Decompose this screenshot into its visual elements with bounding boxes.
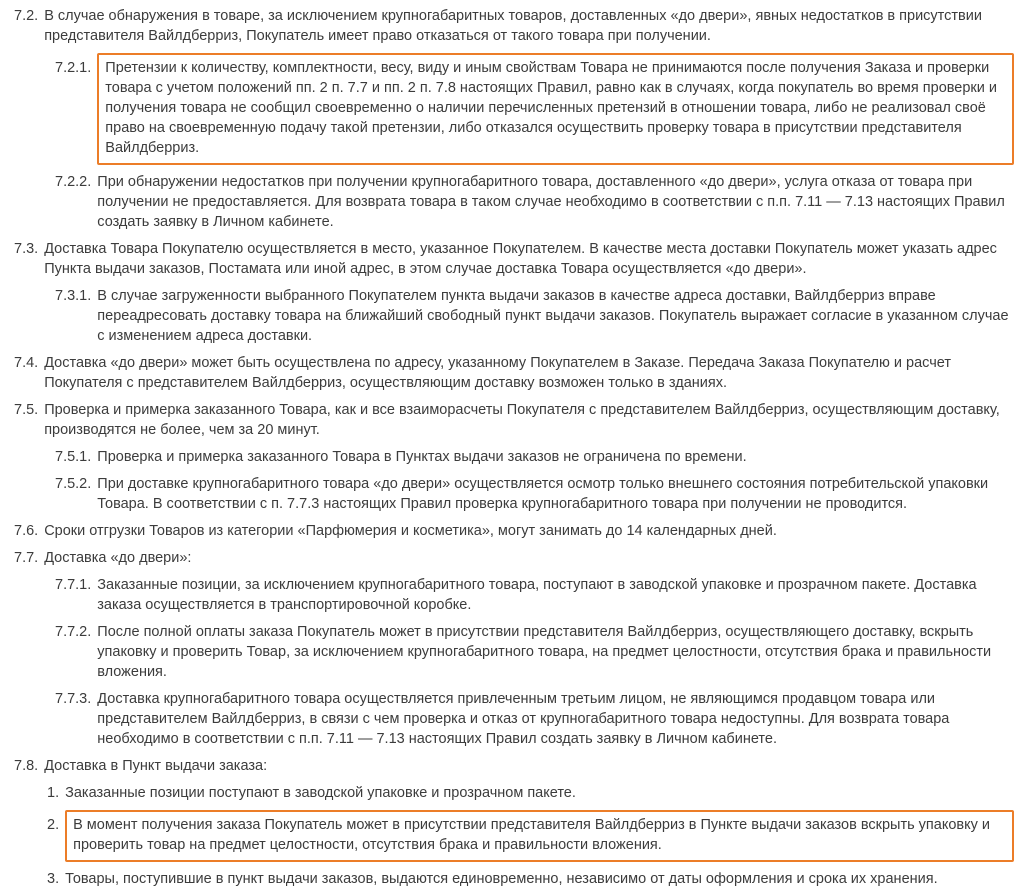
- clause-text: Проверка и примерка заказанного Товара в Пунктах выдачи заказов не ограничена по времени.: [97, 449, 747, 465]
- clause-7-3: [14, 239, 1014, 279]
- clause-number: 7.5.1.: [55, 449, 92, 465]
- clause-number: 7.7.1.: [55, 577, 92, 593]
- clause-text: При обнаружении недостатков при получении крупногабаритного товара, доставленного «до двери», услуга отказа от товара при получении не предоставляется. Для возврата товара в таком случае необходимо в соответствии с п.п. 7.11 — 7.13 настоящих Правил создать заявку в Личном кабинете.: [97, 174, 1005, 230]
- clause-text: Проверка и примерка заказанного Товара, как и все взаиморасчеты Покупателя с представителем Вайлдберриз, осуществляющим доставку, производятся не более, чем за 20 минут.: [44, 402, 1000, 438]
- clause-number: 7.2.: [14, 8, 39, 24]
- list-item-number: 2.: [47, 817, 60, 833]
- clause-number: 7.4.: [14, 355, 39, 371]
- clause-7-2-2: [55, 172, 1014, 232]
- clause-7-7-3: [55, 689, 1014, 749]
- clause-text: Доставка «до двери»:: [44, 550, 192, 566]
- clause-number: 7.2.1.: [55, 60, 92, 76]
- clause-7-4: [14, 353, 1014, 393]
- clause-text: При доставке крупногабаритного товара «до двери» осуществляется осмотр только внешнего состояния потребительской упаковки Товара. В соответствии с п. 7.7.3 настоящих Правил проверка крупногабаритного товара при получении не проводится.: [97, 476, 989, 512]
- clause-text: Сроки отгрузки Товаров из категории «Парфюмерия и косметика», могут занимать до 14 календарных дней.: [44, 523, 777, 539]
- clause-7-7-2: [55, 622, 1014, 682]
- clause-number: 7.3.: [14, 241, 39, 257]
- list-item-text: Заказанные позиции поступают в заводской упаковке и прозрачном пакете.: [65, 785, 576, 801]
- list-item-number: 1.: [47, 785, 60, 801]
- highlight-box-clause-text: Претензии к количеству, комплектности, весу, виду и иным свойствам Товара не принимаются после получения Заказа и проверки товара с учетом положений пп. 2 п. 7.7 и пп. 2 п. 7.8 настоящих Правил, равно как в случаях, когда покупатель во время проверки и получения товара не сообщил своевременно о наличии перечисленных претензий в отношении товара, либо не реализовал своё право на своевременную подачу такой претензии, либо отказался осуществить проверку товара в присутствии представителя Вайлдберриз.: [97, 53, 1014, 165]
- clause-number: 7.5.2.: [55, 476, 92, 492]
- clause-text: После полной оплаты заказа Покупатель может в присутствии представителя Вайлдберриз, осуществляющего доставку, вскрыть упаковку и проверить Товар, за исключением крупногабаритного товара, на предмет целостности, отсутствия брака и правильности вложения.: [97, 624, 992, 680]
- clause-number: 7.7.: [14, 550, 39, 566]
- clause-number: 7.7.2.: [55, 624, 92, 640]
- clause-number: 7.8.: [14, 758, 39, 774]
- clause-7-7: [14, 548, 1014, 568]
- highlight-box-list-item-text: В момент получения заказа Покупатель может в присутствии представителя Вайлдберриз в Пункте выдачи заказов вскрыть упаковку и проверить товар на предмет целостности, отсутствия брака и правильности вложения.: [65, 810, 1014, 862]
- clause-text: Доставка в Пункт выдачи заказа:: [44, 758, 268, 774]
- list-item-2: [47, 810, 1014, 862]
- clause-text: Заказанные позиции, за исключением крупногабаритного товара, поступают в заводской упаковке и прозрачном пакете. Доставка заказа осуществляется в транспортировочной коробке.: [97, 577, 977, 613]
- clause-number: 7.3.1.: [55, 288, 92, 304]
- list-item-1: [47, 783, 1014, 803]
- clause-7-2-1: [55, 53, 1014, 165]
- clause-number: 7.5.: [14, 402, 39, 418]
- clause-7-7-1: [55, 575, 1014, 615]
- clause-text: В случае загруженности выбранного Покупателем пункта выдачи заказов в качестве адреса доставки, Вайлдберриз вправе переадресовать доставку товара на ближайший свободный пункт выдачи заказов. Покупатель выражает согласие в указанном случае с изменением адреса доставки.: [97, 288, 1009, 344]
- clause-number: 7.2.2.: [55, 174, 92, 190]
- clause-number: 7.7.3.: [55, 691, 92, 707]
- clause-text: В случае обнаружения в товаре, за исключением крупногабаритных товаров, доставленных «до двери», явных недостатков в присутствии представителя Вайлдберриз, Покупатель имеет право отказаться от такого товара при получении.: [44, 8, 982, 44]
- clause-text: Доставка «до двери» может быть осуществлена по адресу, указанному Покупателем в Заказе. Передача Заказа Покупателю и расчет Покупателя с представителем Вайлдберриз, осуществляющим доставку возможен только в зданиях.: [44, 355, 952, 391]
- clause-7-5-1: [55, 447, 1014, 467]
- list-item-text: Товары, поступившие в пункт выдачи заказов, выдаются единовременно, независимо от даты оформления и срока их хранения.: [65, 871, 938, 887]
- list-item-3: [47, 869, 1014, 889]
- clause-text: Доставка крупногабаритного товара осуществляется привлеченным третьим лицом, не являющимся продавцом товара или представителем Вайлдберриз, в связи с чем проверка и отказ от крупногабаритного товара недоступны. Для возврата товара необходимо в соответствии с п.п. 7.11 — 7.13 настоящих Правил создать заявку в Личном кабинете.: [97, 691, 950, 747]
- clause-7-2: [14, 6, 1014, 46]
- list-item-number: 3.: [47, 871, 60, 887]
- clause-7-8: [14, 756, 1014, 776]
- clause-7-5-2: [55, 474, 1014, 514]
- clause-7-3-1: [55, 286, 1014, 346]
- clause-number: 7.6.: [14, 523, 39, 539]
- clause-7-5: [14, 400, 1014, 440]
- clause-text: Доставка Товара Покупателю осуществляется в место, указанное Покупателем. В качестве места доставки Покупатель может указать адрес Пункта выдачи заказов, Постамата или иной адрес, в этом случае доставка Товара осуществляется «до двери».: [44, 241, 997, 277]
- clause-7-6: [14, 521, 1014, 541]
